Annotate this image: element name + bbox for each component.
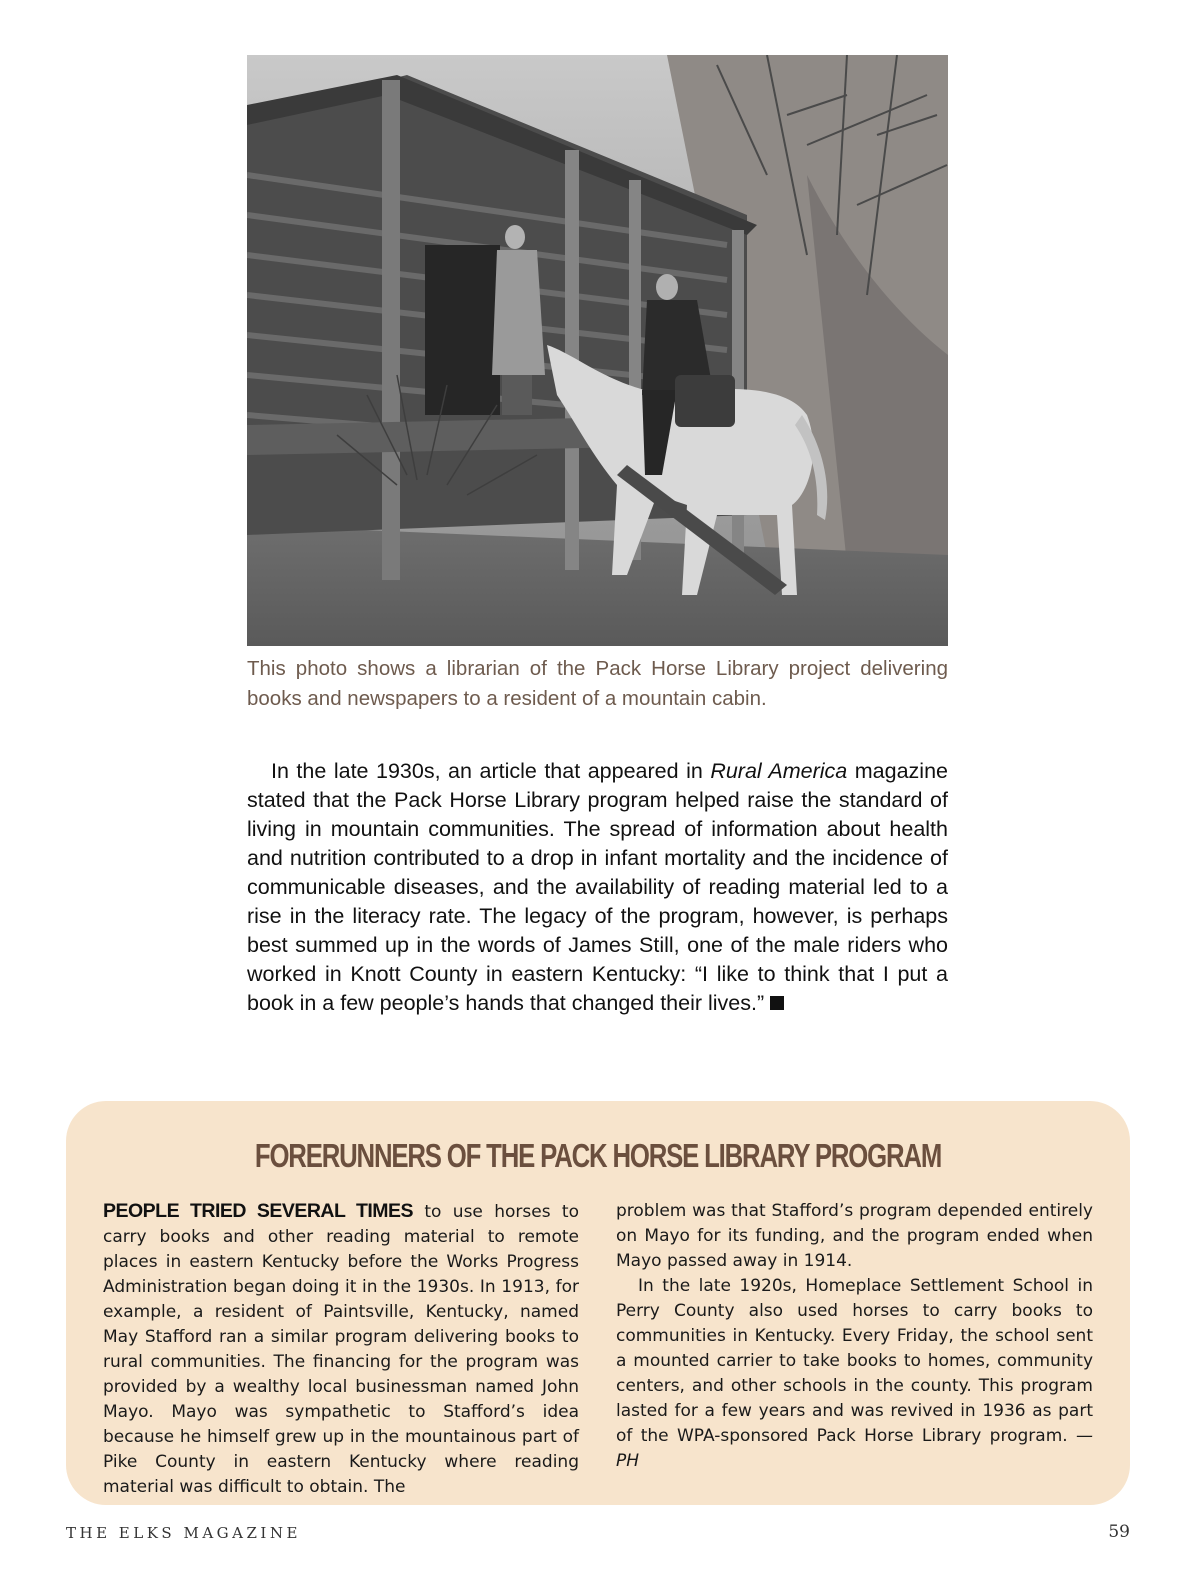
sidebar-column-2	[616, 1199, 1093, 1474]
sidebar-paragraph-1-continued: problem was that Stafford’s program depended entirely on Mayo for its funding, and the program ended when Mayo passed away in 1914.	[616, 1201, 1093, 1271]
sidebar-lead-in: PEOPLE TRIED SEVERAL TIMES	[103, 1200, 414, 1222]
article-text-rest: magazine stated that the Pack Horse Library program helped raise the standard of living in mountain communities. The spread of information about health and nutrition contributed to a drop in infant mortality and the incidence of communicable diseases, and the availability of reading material led to a rise in the literacy rate. The legacy of the program, however, is perhaps best summed up in the words of James Still, one of the male riders who worked in Knott County in eastern Kentucky: “I like to think that I put a book in a few people’s hands that changed their lives.”	[247, 759, 948, 1015]
photo-caption: This photo shows a librarian of the Pack Horse Library project delivering books and newspapers to a resident of a mountain cabin.	[247, 657, 948, 710]
sidebar-paragraph-1	[103, 1199, 579, 1500]
sidebar-paragraph-2	[616, 1274, 1093, 1474]
sidebar-column-1	[103, 1199, 579, 1500]
sidebar-text-2: In the late 1920s, Homeplace Settlement School in Perry County also used horses to carry books to communities in Kentucky. Every Friday, the school sent a mounted carrier to take books to homes, community centers, and other schools in the county. This program lasted for a few years and was revived in 1936 as part of the WPA-sponsored Pack Horse Library program.	[616, 1276, 1093, 1446]
publication-title: Rural America	[710, 759, 848, 783]
footer-magazine-name: THE ELKS MAGAZINE	[66, 1524, 301, 1542]
sidebar-box	[66, 1101, 1130, 1505]
sidebar-title: FORERUNNERS OF THE PACK HORSE LIBRARY PROGRAM	[254, 1137, 942, 1174]
photo-illustration	[247, 55, 948, 646]
author-initials: —PH	[616, 1426, 1093, 1471]
article-paragraph	[247, 757, 948, 1018]
page-number: 59	[1108, 1522, 1130, 1542]
article-text-start: In the late 1930s, an article that appeared in	[271, 759, 711, 783]
sidebar-text-1: to use horses to carry books and other reading material to remote places in eastern Kentucky before the Works Progress Administration began doing it in the 1930s. In 1913, for example, a resident of Paintsville, Kentucky, named May Stafford ran a similar program delivering books to rural communities. The financing for the program was provided by a wealthy local businessman named John Mayo. Mayo was sympathetic to Stafford’s idea because he himself grew up in the mountainous part of Pike County in eastern Kentucky where reading material was difficult to obtain. The	[103, 1202, 579, 1497]
cabin-horse-photo	[247, 55, 948, 646]
end-mark-icon	[770, 996, 784, 1010]
